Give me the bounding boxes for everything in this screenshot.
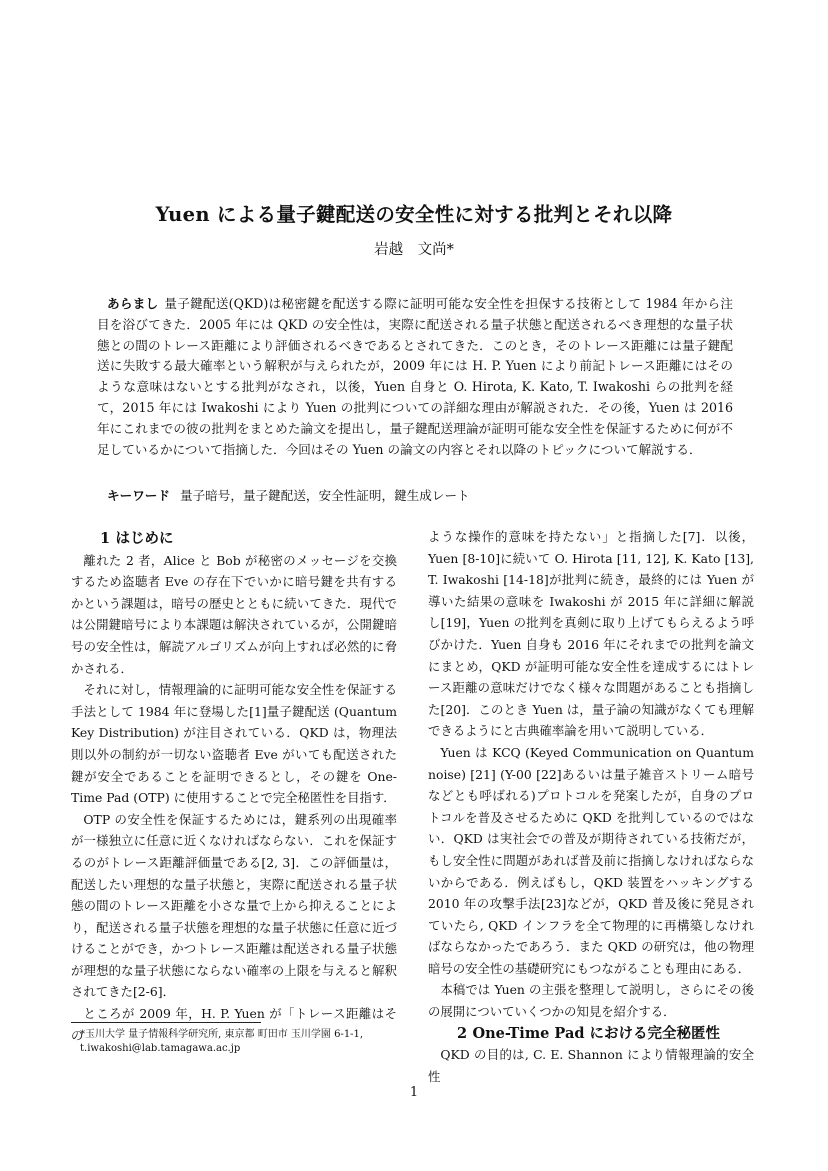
section-number: 2 xyxy=(457,1024,468,1042)
paragraph: Yuen は KCQ (Keyed Communication on Quantum noise) [21] (Y-00 [22]あるいは量子雑音ストリーム暗号などとも呼ばれる)プロトコルを発案したが，自身のプロトコルを普及させるために QKD を批判しているのではない．QKD は実社会での普及が期待されている技術だが，もし安全性に問題があれば普及前に指摘しなければならないからである．例えばもし，QKD 装置をハッキングする 2010 年の攻撃手法[23]などが，QKD 普及後に発見されていたら, QKD インフラを全て物理的に再構築しなければならなかったであろう．また QKD の研究は，他の物理暗号の安全性の基礎研究にもつながることも理由にある． xyxy=(428,744,754,976)
keywords-label: キーワード xyxy=(107,488,170,503)
footnote-affiliation: *玉川大学 量子情報科学研究所, 東京都 町田市 玉川学園 6-1-1, xyxy=(80,1029,364,1040)
keywords-text: 量子暗号，量子鍵配送，安全性証明，鍵生成レート xyxy=(179,488,470,503)
section-1-heading xyxy=(71,528,397,550)
paragraph: 本稿では Yuen の主張を整理して説明し，さらにその後の展開についていくつかの知見を紹介する． xyxy=(428,982,754,1020)
abstract-label: あらまし xyxy=(107,296,159,311)
page-number: 1 xyxy=(409,1085,419,1100)
paper-title: Yuen による量子鍵配送の安全性に対する批判とそれ以降 xyxy=(155,203,673,226)
paragraph: OTP の安全性を保証するためには，鍵系列の出現確率が一様独立に任意に近くなければならない．これを保証するのがトレース距離評価量である[2, 3]．この評価量は，配送したい理想的な量子状態と，実際に配送される量子状態の間のトレース距離を小さな量で上から抑えることにより，配送される量子状態を理想的な量子状態に任意に近づけることができ，かつトレース距離は配送される量子状態が理想的な量子状態にならない確率の上限を与えると解釈されてきた[2-6]． xyxy=(71,811,397,1000)
right-column xyxy=(428,526,754,1087)
section-title: One-Time Pad における完全秘匿性 xyxy=(472,1024,721,1042)
paragraph: QKD の目的は, C. E. Shannon により情報理論的安全性 xyxy=(428,1047,754,1084)
section-number: 1 xyxy=(100,530,111,547)
paragraph: それに対し，情報理論的に証明可能な安全性を保証する手法として 1984 年に登場した[1]量子鍵配送 (Quantum Key Distribution) が注目されている．QKD は，物理法則以外の制約が一切ない盗聴者 Eve がいても配送された鍵が安全であることを証明できるとし，その鍵を One-Time Pad (OTP) に使用することで完全秘匿性を目指す． xyxy=(71,682,397,806)
left-column xyxy=(71,528,397,1046)
section-title: はじめに xyxy=(115,530,174,547)
paragraph: ような操作的意味を持たない」と指摘した[7]．以後，Yuen [8-10]に続いて O. Hirota [11, 12], K. Kato [13], T. Iwakoshi [14-18]が批判に続き，最終的には Yuen が導いた結果の意味を Iwakoshi が 2015 年に詳細に解説し[19]，Yuen の批判を真剣に取り上げてもらえるよう呼びかけた．Yuen 自身も 2016 年にそれまでの批判を論文にまとめ，QKD が証明可能な安全性を達成するにはトレース距離の意味だけでなく様々な問題があることも指摘した[20]．このとき Yuen は，量子論の知識がなくても理解できるようにと古典確率論を用いて説明している． xyxy=(428,529,754,739)
footnote-email[interactable]: t.iwakoshi@lab.tamagawa.ac.jp xyxy=(80,1043,241,1054)
paragraph: 離れた 2 者，Alice と Bob が秘密のメッセージを交換するため盗聴者 Eve の存在下でいかに暗号鍵を共有するかという課題は，暗号の歴史とともに続いてきた．現代では公開鍵暗号により本課題は解決されているが，公開鍵暗号の安全性は，解読アルゴリズムが向上すれば必然的に脅かされる． xyxy=(71,552,397,676)
abstract-text: 量子鍵配送(QKD)は秘密鍵を配送する際に証明可能な安全性を担保する技術として 1984 年から注目を浴びてきた．2005 年には QKD の安全性は，実際に配送される量子状態と配送されるべき理想的な量子状態との間のトレース距離により評価されるべきであるとされてきた．このとき，そのトレース距離には量子鍵配送に失敗する最大確率という解釈が与えられたが，2009 年には H. P. Yuen により前記トレース距離にはそのような意味はないとする批判がなされ，以後，Yuen 自身と O. Hirota, K. Kato, T. Iwakoshi らの批判を経て，2015 年には Iwakoshi により Yuen の批判についての詳細な理由が解説された．その後，Yuen は 2016 年にこれまでの彼の批判をまとめた論文を提出し，量子鍵配送理論が証明可能な安全性を保証するために何が不足しているかについて指摘した．今回はその Yuen の論文の内容とそれ以降のトピックについて解説する． xyxy=(97,296,733,457)
abstract xyxy=(97,294,733,460)
section-2-heading xyxy=(428,1023,754,1045)
author-name: 岩越 文尚* xyxy=(374,242,454,258)
footnote-rule xyxy=(71,1022,261,1023)
paragraph: ところが 2009 年，H. P. Yuen が「トレース距離はその xyxy=(71,1006,397,1043)
keywords xyxy=(107,485,727,504)
footnote xyxy=(80,1028,400,1056)
